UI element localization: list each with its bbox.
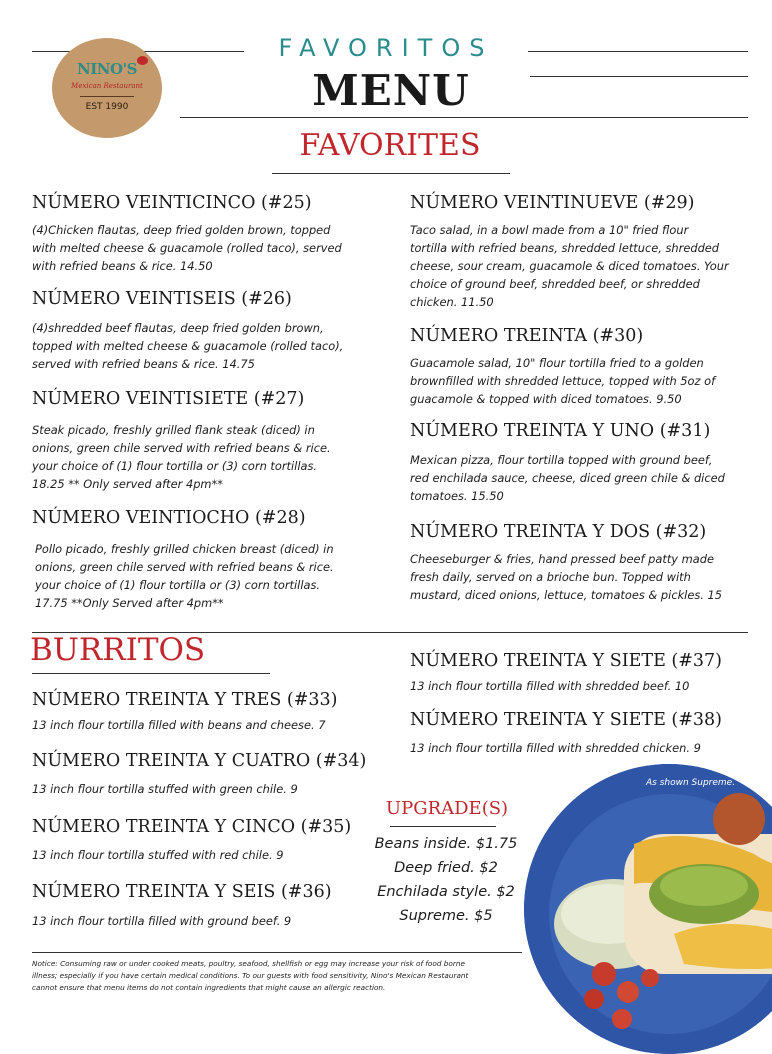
menu-item-desc: (4)Chicken flautas, deep fried golden brown, topped with melted cheese & guacamole (rolled taco), served with refried beans & rice. 14.50 (32, 223, 342, 273)
upgrades-underline (390, 826, 496, 827)
upgrade-item: Enchilada style. $2 (377, 884, 515, 900)
menu-item-desc: Guacamole salad, 10" flour tortilla fried to a golden brownfilled with shredded lettuce, topped with 5oz of guacamole & topped with diced tomatoes. 9.50 (410, 356, 716, 406)
upgrades-list (360, 832, 532, 928)
menu-item-desc: (4)shredded beef flautas, deep fried golden brown, topped with melted cheese & guacamole (rolled taco), served with refried beans & rice. 14.75 (32, 321, 344, 371)
upgrade-item: Supreme. $5 (399, 908, 493, 924)
menu-item-title: NÚMERO VEINTISIETE (#27) (32, 389, 305, 409)
menu-item-desc: 13 inch flour tortilla filled with shredded chicken. 9 (410, 741, 701, 755)
burrito-plate-illustration (524, 764, 772, 1054)
favorites-heading: FAVORITES (299, 128, 481, 163)
burritos-heading: BURRITOS (30, 632, 206, 668)
menu-item-desc: 13 inch flour tortilla stuffed with red chile. 9 (32, 848, 284, 862)
menu-item-desc: Cheeseburger & fries, hand pressed beef patty made fresh daily, served on a brioche bun. Topped with mustard, diced onions, lettuce, tomatoes & pickles. 15 (410, 552, 723, 602)
menu-item-desc: Mexican pizza, flour tortilla topped with ground beef, red enchilada sauce, cheese, diced green chile & diced tomatoes. 15.50 (410, 453, 725, 503)
logo-established: EST 1990 (85, 102, 129, 112)
notice-line: cannot ensure that menu items do not contain ingredients that might cause an allergic reaction. (32, 983, 386, 992)
menu-item-title: NÚMERO TREINTA Y CINCO (#35) (32, 817, 352, 837)
menu-item-title: NÚMERO TREINTA Y DOS (#32) (410, 522, 707, 542)
restaurant-logo (52, 38, 162, 138)
menu-item-title: NÚMERO VEINTICINCO (#25) (32, 193, 312, 213)
header-rule-right (528, 51, 748, 52)
supreme-burrito-photo (524, 764, 772, 1054)
photo-caption: As shown Supreme. (646, 778, 736, 788)
header-rule-right-2 (530, 76, 748, 77)
menu-item-title: NÚMERO TREINTA Y SIETE (#37) (410, 651, 722, 671)
menu-item-title: NÚMERO TREINTA Y TRES (#33) (32, 690, 338, 710)
upgrade-item: Beans inside. $1.75 (374, 836, 518, 852)
menu-item-desc: Steak picado, freshly grilled flank steak (diced) in onions, green chile served with refried beans & rice. your choice of (1) flour tortilla or (3) corn tortillas. 18.25 ** Only served after 4pm** (32, 423, 331, 491)
eyebrow-title: FAVORITOS (278, 34, 494, 62)
notice-line: illness; especially if you have certain medical conditions. To our guests with food sensitivity, Nino's Mexican Restaurant (32, 971, 469, 980)
menu-item-title: NÚMERO VEINTIOCHO (#28) (32, 508, 306, 528)
logo-subtitle: Mexican Restaurant (71, 82, 143, 90)
menu-item-desc: 13 inch flour tortilla filled with shredded beef. 10 (410, 679, 690, 693)
logo-brand: NINO'S (77, 60, 137, 78)
menu-item-title: NÚMERO TREINTA (#30) (410, 326, 644, 346)
menu-item-title: NÚMERO TREINTA Y SEIS (#36) (32, 882, 332, 902)
menu-item-desc: Pollo picado, freshly grilled chicken breast (diced) in onions, green chile served with refried beans & rice. your choice of (1) flour tortilla or (3) corn tortillas. 17.75 **Only Served after 4pm** (35, 542, 334, 610)
menu-item-title: NÚMERO TREINTA Y SIETE (#38) (410, 710, 722, 730)
menu-item-title: NÚMERO VEINTISEIS (#26) (32, 289, 292, 309)
header-rule-full (180, 117, 748, 118)
menu-item-title: NÚMERO VEINTINUEVE (#29) (410, 193, 695, 213)
footer-rule (32, 952, 522, 953)
menu-item-title: NÚMERO TREINTA Y CUATRO (#34) (32, 751, 367, 771)
upgrade-item: Deep fried. $2 (394, 860, 498, 876)
menu-item-desc: 13 inch flour tortilla filled with ground beef. 9 (32, 914, 292, 928)
notice-line: Notice: Consuming raw or under cooked meats, poultry, seafood, shellfish or egg may increase your risk of food borne (32, 959, 466, 968)
menu-item-desc: 13 inch flour tortilla filled with beans and cheese. 7 (32, 718, 326, 732)
page-title: MENU (312, 66, 470, 115)
menu-item-desc: 13 inch flour tortilla stuffed with green chile. 9 (32, 782, 298, 796)
menu-item-desc: Taco salad, in a bowl made from a 10" fried flour tortilla with refried beans, shredded lettuce, shredded cheese, sour cream, guacamole & diced tomatoes. Your choice of ground beef, shredded beef, or shredded chicken. 11.50 (410, 223, 729, 309)
menu-item-title: NÚMERO TREINTA Y UNO (#31) (410, 421, 711, 441)
favorites-underline (272, 173, 510, 174)
burritos-underline (32, 673, 270, 674)
allergen-notice (32, 958, 518, 994)
logo-divider (80, 96, 134, 97)
upgrades-heading: UPGRADE(S) (385, 798, 509, 819)
